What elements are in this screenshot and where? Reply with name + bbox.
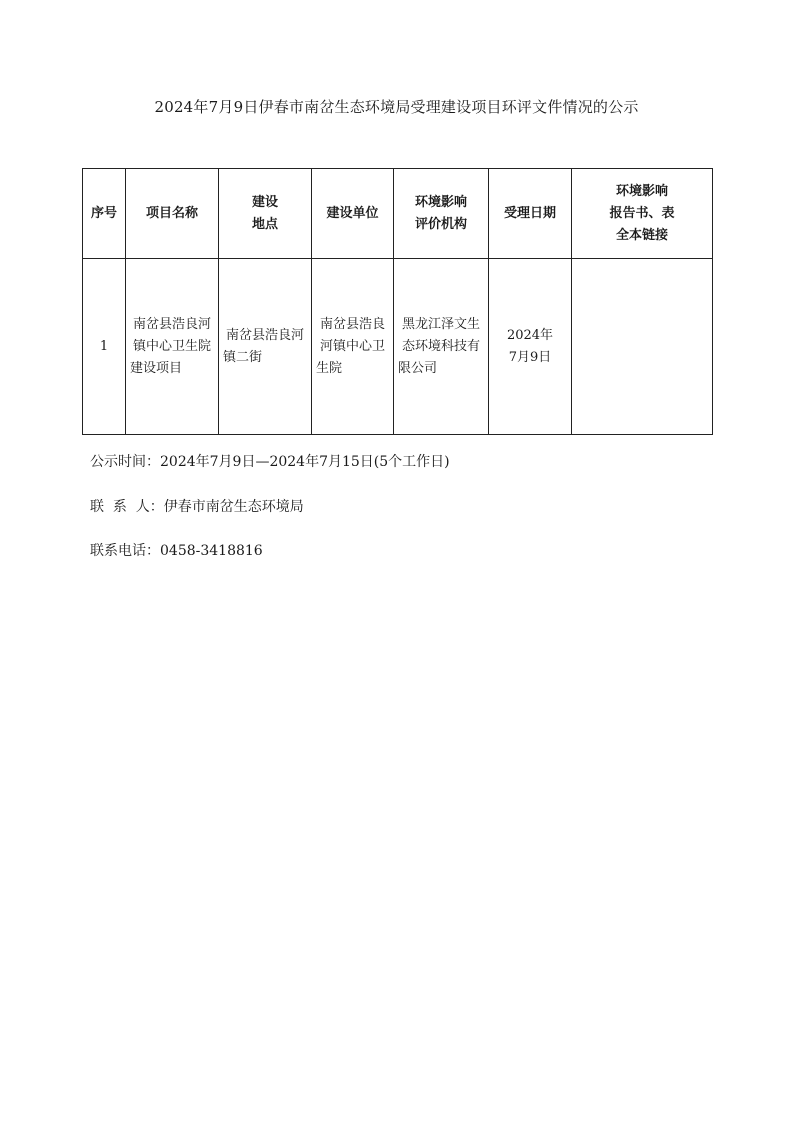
notice-phone: 联系电话：0458-3418816: [90, 543, 263, 559]
notice-period: 公示时间：2024年7月9日—2024年7月15日(5个工作日): [90, 454, 450, 470]
header-builder: 建设单位: [312, 169, 394, 259]
cell-builder: 南岔县浩良河镇中心卫生院: [312, 259, 394, 435]
cell-project-name: 南岔县浩良河镇中心卫生院建设项目: [126, 259, 219, 435]
header-agency: [394, 169, 489, 259]
header-agency-line-1: 环境影响: [414, 194, 467, 210]
notice-contact: 联 系 人：伊春市南岔生态环境局: [90, 499, 304, 515]
cell-seq: 1: [83, 259, 126, 435]
header-link-line-3: 全本链接: [615, 227, 668, 243]
header-project-name: 项目名称: [126, 169, 219, 259]
cell-date-line-2: 7月9日: [508, 349, 552, 365]
table-header-row: [83, 169, 713, 259]
table-row: [83, 259, 713, 435]
cell-report-link[interactable]: [572, 259, 713, 435]
cell-location: 南岔县浩良河镇二街: [219, 259, 312, 435]
header-seq: 序号: [83, 169, 126, 259]
page-title: 2024年7月9日伊春市南岔生态环境局受理建设项目环评文件情况的公示: [154, 98, 639, 116]
header-agency-line-2: 评价机构: [414, 216, 467, 232]
header-link-line-1: 环境影响: [615, 183, 668, 199]
header-date: 受理日期: [489, 169, 572, 259]
header-location-line-2: 地点: [251, 216, 278, 232]
cell-agency: 黑龙江泽文生态环境科技有限公司: [394, 259, 489, 435]
project-table: [82, 168, 713, 435]
header-report-link: [572, 169, 713, 259]
header-location-line-1: 建设: [251, 194, 278, 210]
cell-date: [489, 259, 572, 435]
cell-date-line-1: 2024年: [506, 327, 554, 343]
header-location: [219, 169, 312, 259]
header-link-line-2: 报告书、表: [609, 205, 675, 221]
